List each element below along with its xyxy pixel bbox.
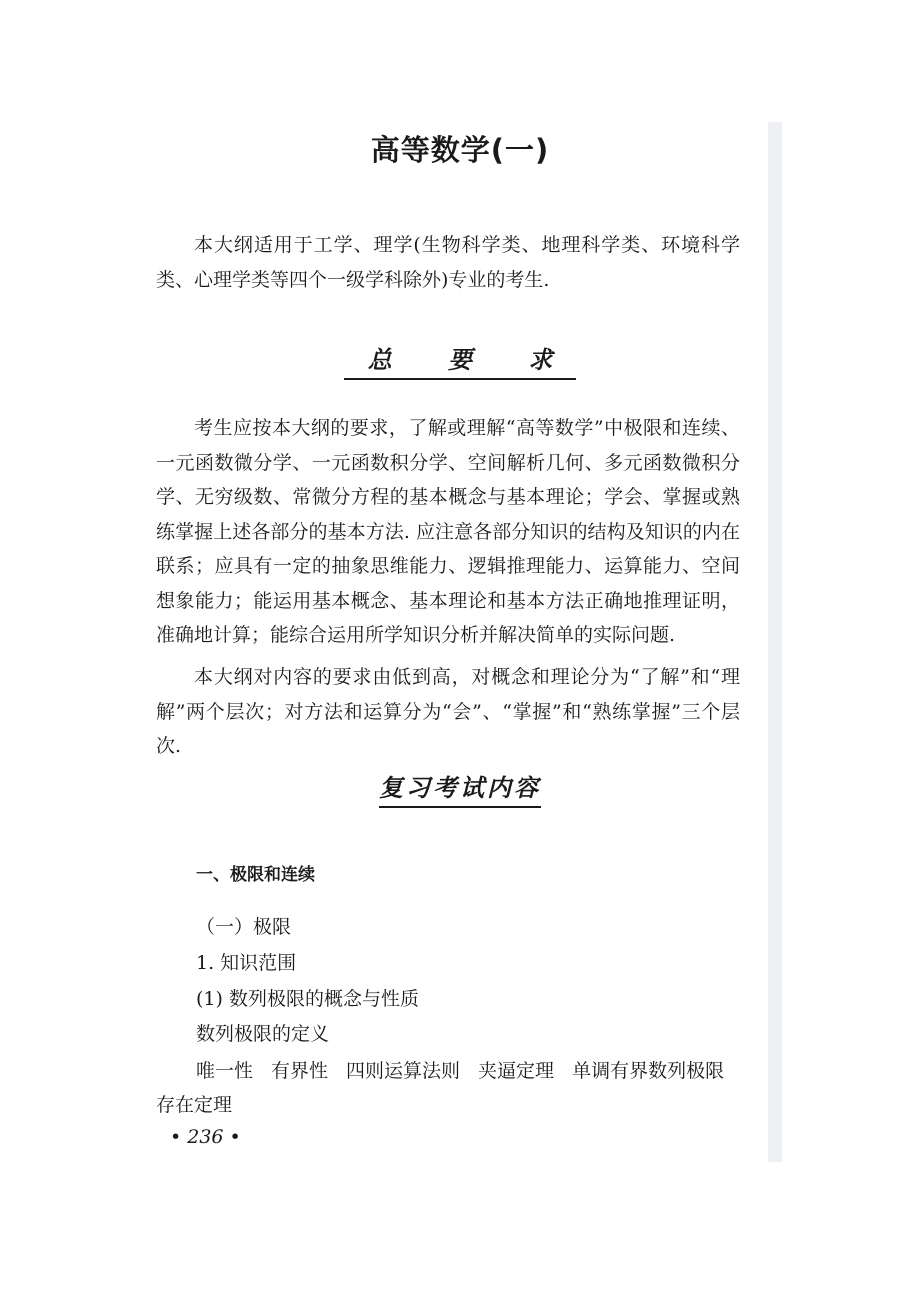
general-requirements-heading [0,340,920,380]
page-edge-strip [768,122,782,1162]
concepts-list [156,1054,740,1122]
section-heading-limits: （一）极限 [196,916,292,938]
concept-item: 唯一性 [196,1060,254,1082]
requirements-paragraph-1: 考生应按本大纲的要求，了解或理解“高等数学”中极限和连续、一元函数微分学、一元函数积分学、空间解析几何、多元函数微积分学、无穷级数、常微分方程的基本概念与基本理论；学会、掌握或熟练掌握上述各部分的基本方法. 应注意各部分知识的结构及知识的内在联系；应具有一定的抽象思维能力、逻辑推理能力、运算能力、空间想象能力；能运用基本概念、基本理论和基本方法正确地推理证明，准确地计算；能综合运用所学知识分析并解决简单的实际问题. [156,417,740,646]
requirements-paragraph-2: 本大纲对内容的要求由低到高，对概念和理论分为“了解”和“理解”两个层次；对方法和运算分为“会”、“掌握”和“熟练掌握”三个层次. [156,666,740,757]
concept-item: 有界性 [271,1060,329,1082]
intro-paragraph: 本大纲适用于工学、理学(生物科学类、地理科学类、环境科学类、心理学类等四个一级学科除外)专业的考生. [156,234,740,291]
concept-item: 四则运算法则 [346,1060,461,1082]
general-requirements-heading-text: 总 要 求 [344,340,577,380]
concept-item: 夹逼定理 [478,1060,555,1082]
concept-item: 单调有界数列极限存在定理 [156,1060,725,1116]
chapter-heading: 一、极限和连续 [196,865,315,885]
page-title: 高等数学(一) [370,133,550,167]
definition-line: 数列极限的定义 [196,1023,330,1045]
review-content-heading-text: 复习考试内容 [379,768,541,808]
subsection-knowledge-scope: 1. 知识范围 [196,952,297,974]
item-sequence-limit: (1) 数列极限的概念与性质 [196,988,419,1010]
page-number: • 236 • [170,1126,241,1148]
review-content-heading [0,768,920,808]
